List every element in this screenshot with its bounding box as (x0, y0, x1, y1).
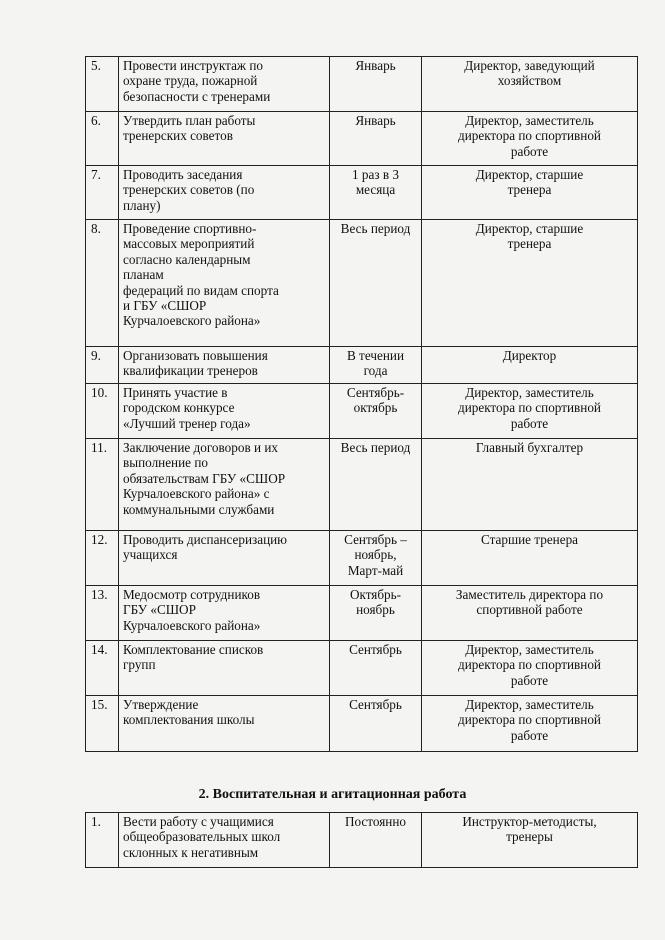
responsible-cell: Заместитель директора по спортивной работе (422, 586, 638, 641)
table-row (86, 439, 638, 531)
responsible-cell: Инструктор-методисты, тренеры (422, 813, 638, 868)
responsible-cell: Директор, старшие тренера (422, 166, 638, 220)
period-cell: Сентябрь (330, 641, 422, 696)
task-cell: Организовать повышения квалификации тренеров (119, 347, 330, 384)
task-cell: Вести работу с учащимися общеобразовательных школ склонных к негативным (119, 813, 330, 868)
table-row (86, 112, 638, 166)
activities-table (85, 56, 638, 752)
task-cell: Проводить диспансеризацию учащихся (119, 531, 330, 586)
task-cell: Провести инструктаж по охране труда, пожарной безопасности с тренерами (119, 57, 330, 112)
row-number: 10. (86, 384, 119, 439)
period-cell: Октябрь- ноябрь (330, 586, 422, 641)
period-cell: В течении года (330, 347, 422, 384)
table-row (86, 813, 638, 868)
task-cell: Утверждение комплектования школы (119, 696, 330, 752)
table-row (86, 696, 638, 752)
table-row (86, 347, 638, 384)
upbringing-table (85, 812, 638, 868)
responsible-cell: Старшие тренера (422, 531, 638, 586)
task-cell: Проведение спортивно- массовых мероприятий согласно календарным планам федераций по видам спорта и ГБУ «СШОР Курчалоевского района» (119, 220, 330, 347)
period-cell: Сентябрь – ноябрь, Март-май (330, 531, 422, 586)
responsible-cell: Директор, заведующий хозяйством (422, 57, 638, 112)
period-cell: Сентябрь- октябрь (330, 384, 422, 439)
table-row (86, 641, 638, 696)
row-number: 12. (86, 531, 119, 586)
task-cell: Принять участие в городском конкурсе «Лучший тренер года» (119, 384, 330, 439)
section-heading: 2. Воспитательная и агитационная работа (198, 787, 467, 802)
period-cell: Сентябрь (330, 696, 422, 752)
period-cell: Постоянно (330, 813, 422, 868)
period-cell: Весь период (330, 220, 422, 347)
row-number: 11. (86, 439, 119, 531)
row-number: 9. (86, 347, 119, 384)
period-cell: Весь период (330, 439, 422, 531)
period-cell: Январь (330, 112, 422, 166)
responsible-cell: Директор, заместитель директора по спортивной работе (422, 384, 638, 439)
row-number: 14. (86, 641, 119, 696)
responsible-cell: Директор (422, 347, 638, 384)
row-number: 7. (86, 166, 119, 220)
task-cell: Комплектование списков групп (119, 641, 330, 696)
responsible-cell: Директор, заместитель директора по спортивной работе (422, 112, 638, 166)
table-row (86, 531, 638, 586)
responsible-cell: Директор, заместитель директора по спортивной работе (422, 696, 638, 752)
task-cell: Медосмотр сотрудников ГБУ «СШОР Курчалоевского района» (119, 586, 330, 641)
row-number: 6. (86, 112, 119, 166)
row-number: 1. (86, 813, 119, 868)
task-cell: Проводить заседания тренерских советов (по плану) (119, 166, 330, 220)
task-cell: Заключение договоров и их выполнение по обязательствам ГБУ «СШОР Курчалоевского района» с коммунальными службами (119, 439, 330, 531)
table-row (86, 57, 638, 112)
table-row (86, 220, 638, 347)
responsible-cell: Директор, старшие тренера (422, 220, 638, 347)
period-cell: 1 раз в 3 месяца (330, 166, 422, 220)
table-row (86, 384, 638, 439)
row-number: 8. (86, 220, 119, 347)
task-cell: Утвердить план работы тренерских советов (119, 112, 330, 166)
row-number: 15. (86, 696, 119, 752)
period-cell: Январь (330, 57, 422, 112)
row-number: 13. (86, 586, 119, 641)
table-row (86, 166, 638, 220)
row-number: 5. (86, 57, 119, 112)
responsible-cell: Главный бухгалтер (422, 439, 638, 531)
table-row (86, 586, 638, 641)
responsible-cell: Директор, заместитель директора по спортивной работе (422, 641, 638, 696)
